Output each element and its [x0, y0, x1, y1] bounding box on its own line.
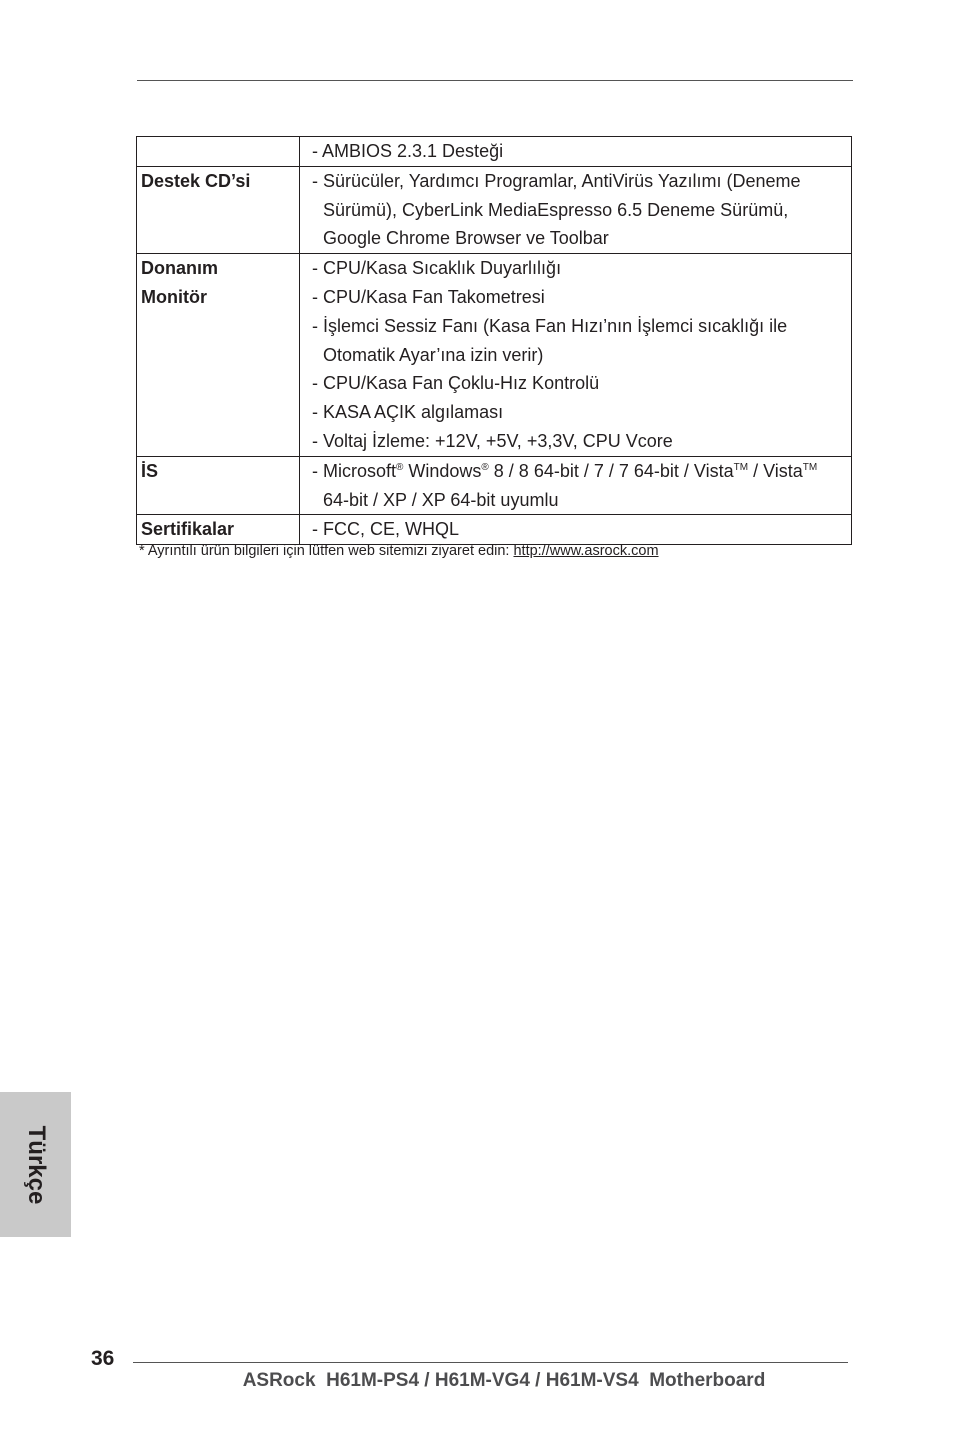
row-label: İS: [137, 456, 300, 515]
language-label: Türkçe: [22, 1125, 50, 1204]
language-side-tab: [0, 1092, 71, 1237]
value-line: - FCC, CE, WHQL: [312, 519, 459, 540]
table-row: [137, 254, 852, 457]
row-label: [137, 254, 300, 457]
table-row: [137, 137, 852, 167]
value-line: Google Chrome Browser ve Toolbar: [323, 228, 609, 249]
footnote-text: * Ayrıntılı ürün bilgileri için lütfen web sitemizi ziyaret edin:: [139, 543, 514, 559]
value-line: 64-bit / XP / XP 64-bit uyumlu: [323, 489, 559, 510]
os-text: / Vista: [748, 460, 803, 481]
row-value: [300, 254, 852, 457]
value-line: - İşlemci Sessiz Fanı (Kasa Fan Hızı’nın İşlemci sıcaklığı ile: [312, 315, 788, 336]
trademark-mark: TM: [802, 461, 818, 473]
trademark-mark: TM: [733, 461, 749, 473]
footer-rule: [133, 1362, 848, 1363]
value-line: - CPU/Kasa Fan Çoklu-Hız Kontrolü: [312, 373, 600, 394]
os-text: 8 / 8 64-bit / 7 / 7 64-bit / Vista: [488, 460, 734, 481]
footer-title: ASRock H61M-PS4 / H61M-VG4 / H61M-VS4 Motherboard: [242, 1370, 766, 1391]
row-value: [300, 456, 852, 515]
table-row: [137, 166, 852, 253]
value-line: - Sürücüler, Yardımcı Programlar, AntiVirüs Yazılımı (Deneme: [312, 170, 801, 191]
value-line: - AMBIOS 2.3.1 Desteği: [312, 141, 504, 161]
footnote: [139, 543, 659, 559]
os-text: Windows: [403, 460, 482, 481]
table-row: [137, 456, 852, 515]
label-line: Donanım: [141, 258, 219, 279]
value-line: - KASA AÇIK algılaması: [312, 402, 504, 423]
website-link[interactable]: http://www.asrock.com: [513, 543, 659, 559]
page-number: 36: [91, 1347, 115, 1370]
value-line: - CPU/Kasa Sıcaklık Duyarlılığı: [312, 258, 562, 279]
registered-mark: ®: [396, 461, 404, 473]
row-value: [300, 515, 852, 545]
label-line: Monitör: [141, 286, 207, 307]
os-text: - Microsoft: [312, 460, 397, 481]
specification-table: [136, 136, 852, 545]
value-line: - CPU/Kasa Fan Takometresi: [312, 286, 545, 307]
row-label: Destek CD’si: [137, 166, 300, 253]
value-line: Otomatik Ayar’ına izin verir): [323, 344, 544, 365]
value-line: - Voltaj İzleme: +12V, +5V, +3,3V, CPU Vcore: [312, 430, 673, 451]
row-value: [300, 166, 852, 253]
registered-mark: ®: [481, 461, 489, 473]
value-line: Sürümü), CyberLink MediaEspresso 6.5 Deneme Sürümü,: [323, 199, 789, 220]
os-line: [312, 457, 851, 486]
header-rule: [137, 80, 853, 81]
table-row: [137, 515, 852, 545]
row-value: [300, 137, 852, 167]
row-label: Sertifikalar: [137, 515, 300, 545]
row-label: [137, 137, 300, 167]
